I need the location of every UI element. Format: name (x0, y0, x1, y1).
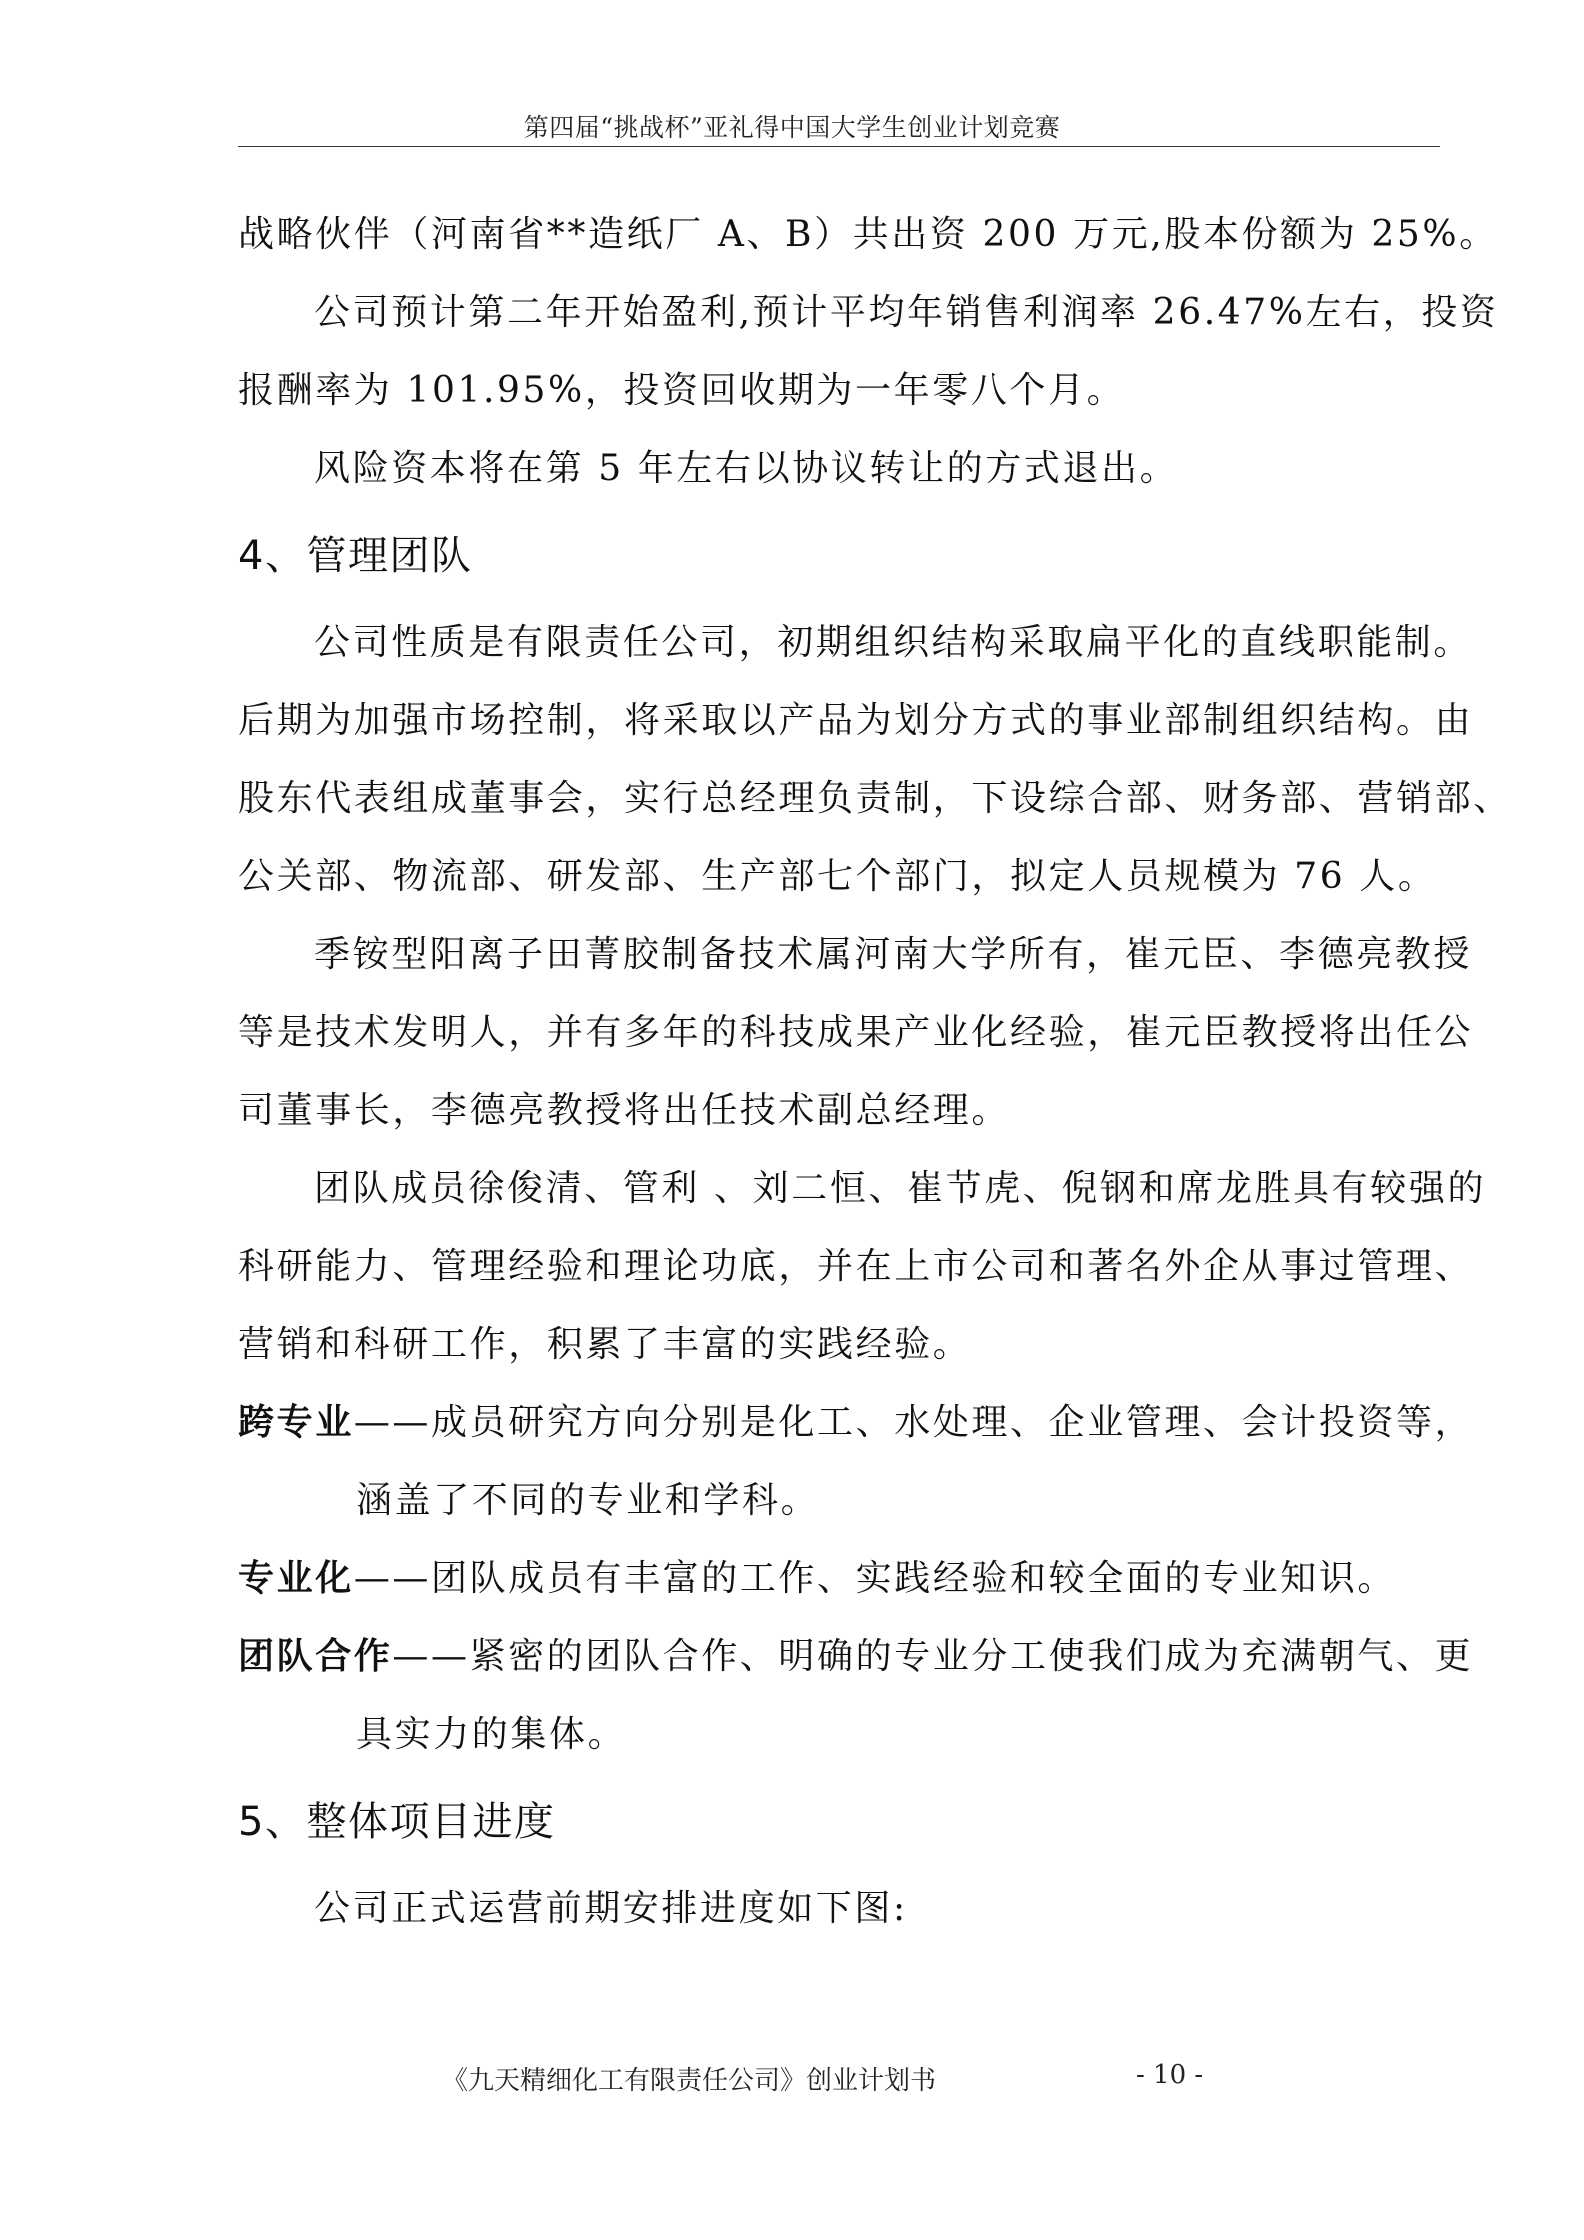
trait-item (238, 1618, 1474, 1696)
paragraph-line: 公司性质是有限责任公司，初期组织结构采取扁平化的直线职能制。 (314, 622, 1473, 663)
trait-term: 团队合作 (238, 1636, 393, 1677)
paragraph-line: 科研能力、管理经验和理论功底，并在上市公司和著名外企从事过管理、 (238, 1246, 1474, 1287)
paragraph-line: 报酬率为 101.95%，投资回收期为一年零八个月。 (238, 370, 1126, 411)
paragraph-line: 等是技术发明人，并有多年的科技成果产业化经验，崔元臣教授将出任公 (238, 1012, 1474, 1053)
footer-title: 《九天精细化工有限责任公司》创业计划书 (442, 2066, 937, 2096)
paragraph-line: 公关部、物流部、研发部、生产部七个部门，拟定人员规模为 76 人。 (238, 856, 1437, 897)
paragraph-line: 后期为加强市场控制，将采取以产品为划分方式的事业部制组织结构。由 (238, 700, 1474, 741)
trait-text: 成员研究方向分别是化工、水处理、企业管理、会计投资等， (431, 1402, 1474, 1443)
trait-dash: —— (353, 1558, 432, 1599)
trait-term: 专业化 (238, 1558, 354, 1599)
trait-continuation: 具实力的集体。 (356, 1714, 627, 1755)
trait-dash: —— (392, 1636, 470, 1677)
section-heading-5: 5、整体项目进度 (238, 1799, 556, 1845)
paragraph-line: 季铵型阳离子田菁胶制备技术属河南大学所有，崔元臣、李德亮教授 (314, 934, 1473, 975)
trait-item (238, 1540, 1440, 1618)
paragraph-line: 公司正式运营前期安排进度如下图: (314, 1888, 908, 1929)
paragraph-line: 公司预计第二年开始盈利,预计平均年销售利润率 26.47%左右，投资 (314, 292, 1499, 333)
page-content (238, 196, 1512, 1948)
trait-term: 跨专业 (238, 1402, 354, 1443)
paragraph-line: 团队成员徐俊清、管利 、刘二恒、崔节虎、倪钢和席龙胜具有较强的 (314, 1168, 1487, 1209)
paragraph-line: 风险资本将在第 5 年左右以协议转让的方式退出。 (314, 448, 1179, 489)
paragraph-line: 营销和科研工作，积累了丰富的实践经验。 (238, 1324, 972, 1365)
page-number: - 10 - (1136, 2060, 1204, 2090)
paragraph-line: 司董事长，李德亮教授将出任技术副总经理。 (238, 1090, 1011, 1131)
paragraph-line: 战略伙伴（河南省**造纸厂 A、B）共出资 200 万元,股本份额为 25%。 (238, 214, 1498, 255)
page-footer (0, 2060, 1584, 2100)
trait-text: 团队成员有丰富的工作、实践经验和较全面的专业知识。 (431, 1558, 1397, 1599)
trait-item (238, 1384, 1474, 1462)
trait-continuation: 涵盖了不同的专业和学科。 (356, 1480, 820, 1521)
paragraph-line: 股东代表组成董事会，实行总经理负责制，下设综合部、财务部、营销部、 (238, 778, 1512, 819)
trait-text: 紧密的团队合作、明确的专业分工使我们成为充满朝气、更 (469, 1636, 1474, 1677)
section-heading-4: 4、管理团队 (238, 533, 473, 579)
header-rule (238, 146, 1440, 147)
trait-dash: —— (353, 1402, 432, 1443)
running-header: 第四届“挑战杯”亚礼得中国大学生创业计划竞赛 (523, 113, 1061, 142)
